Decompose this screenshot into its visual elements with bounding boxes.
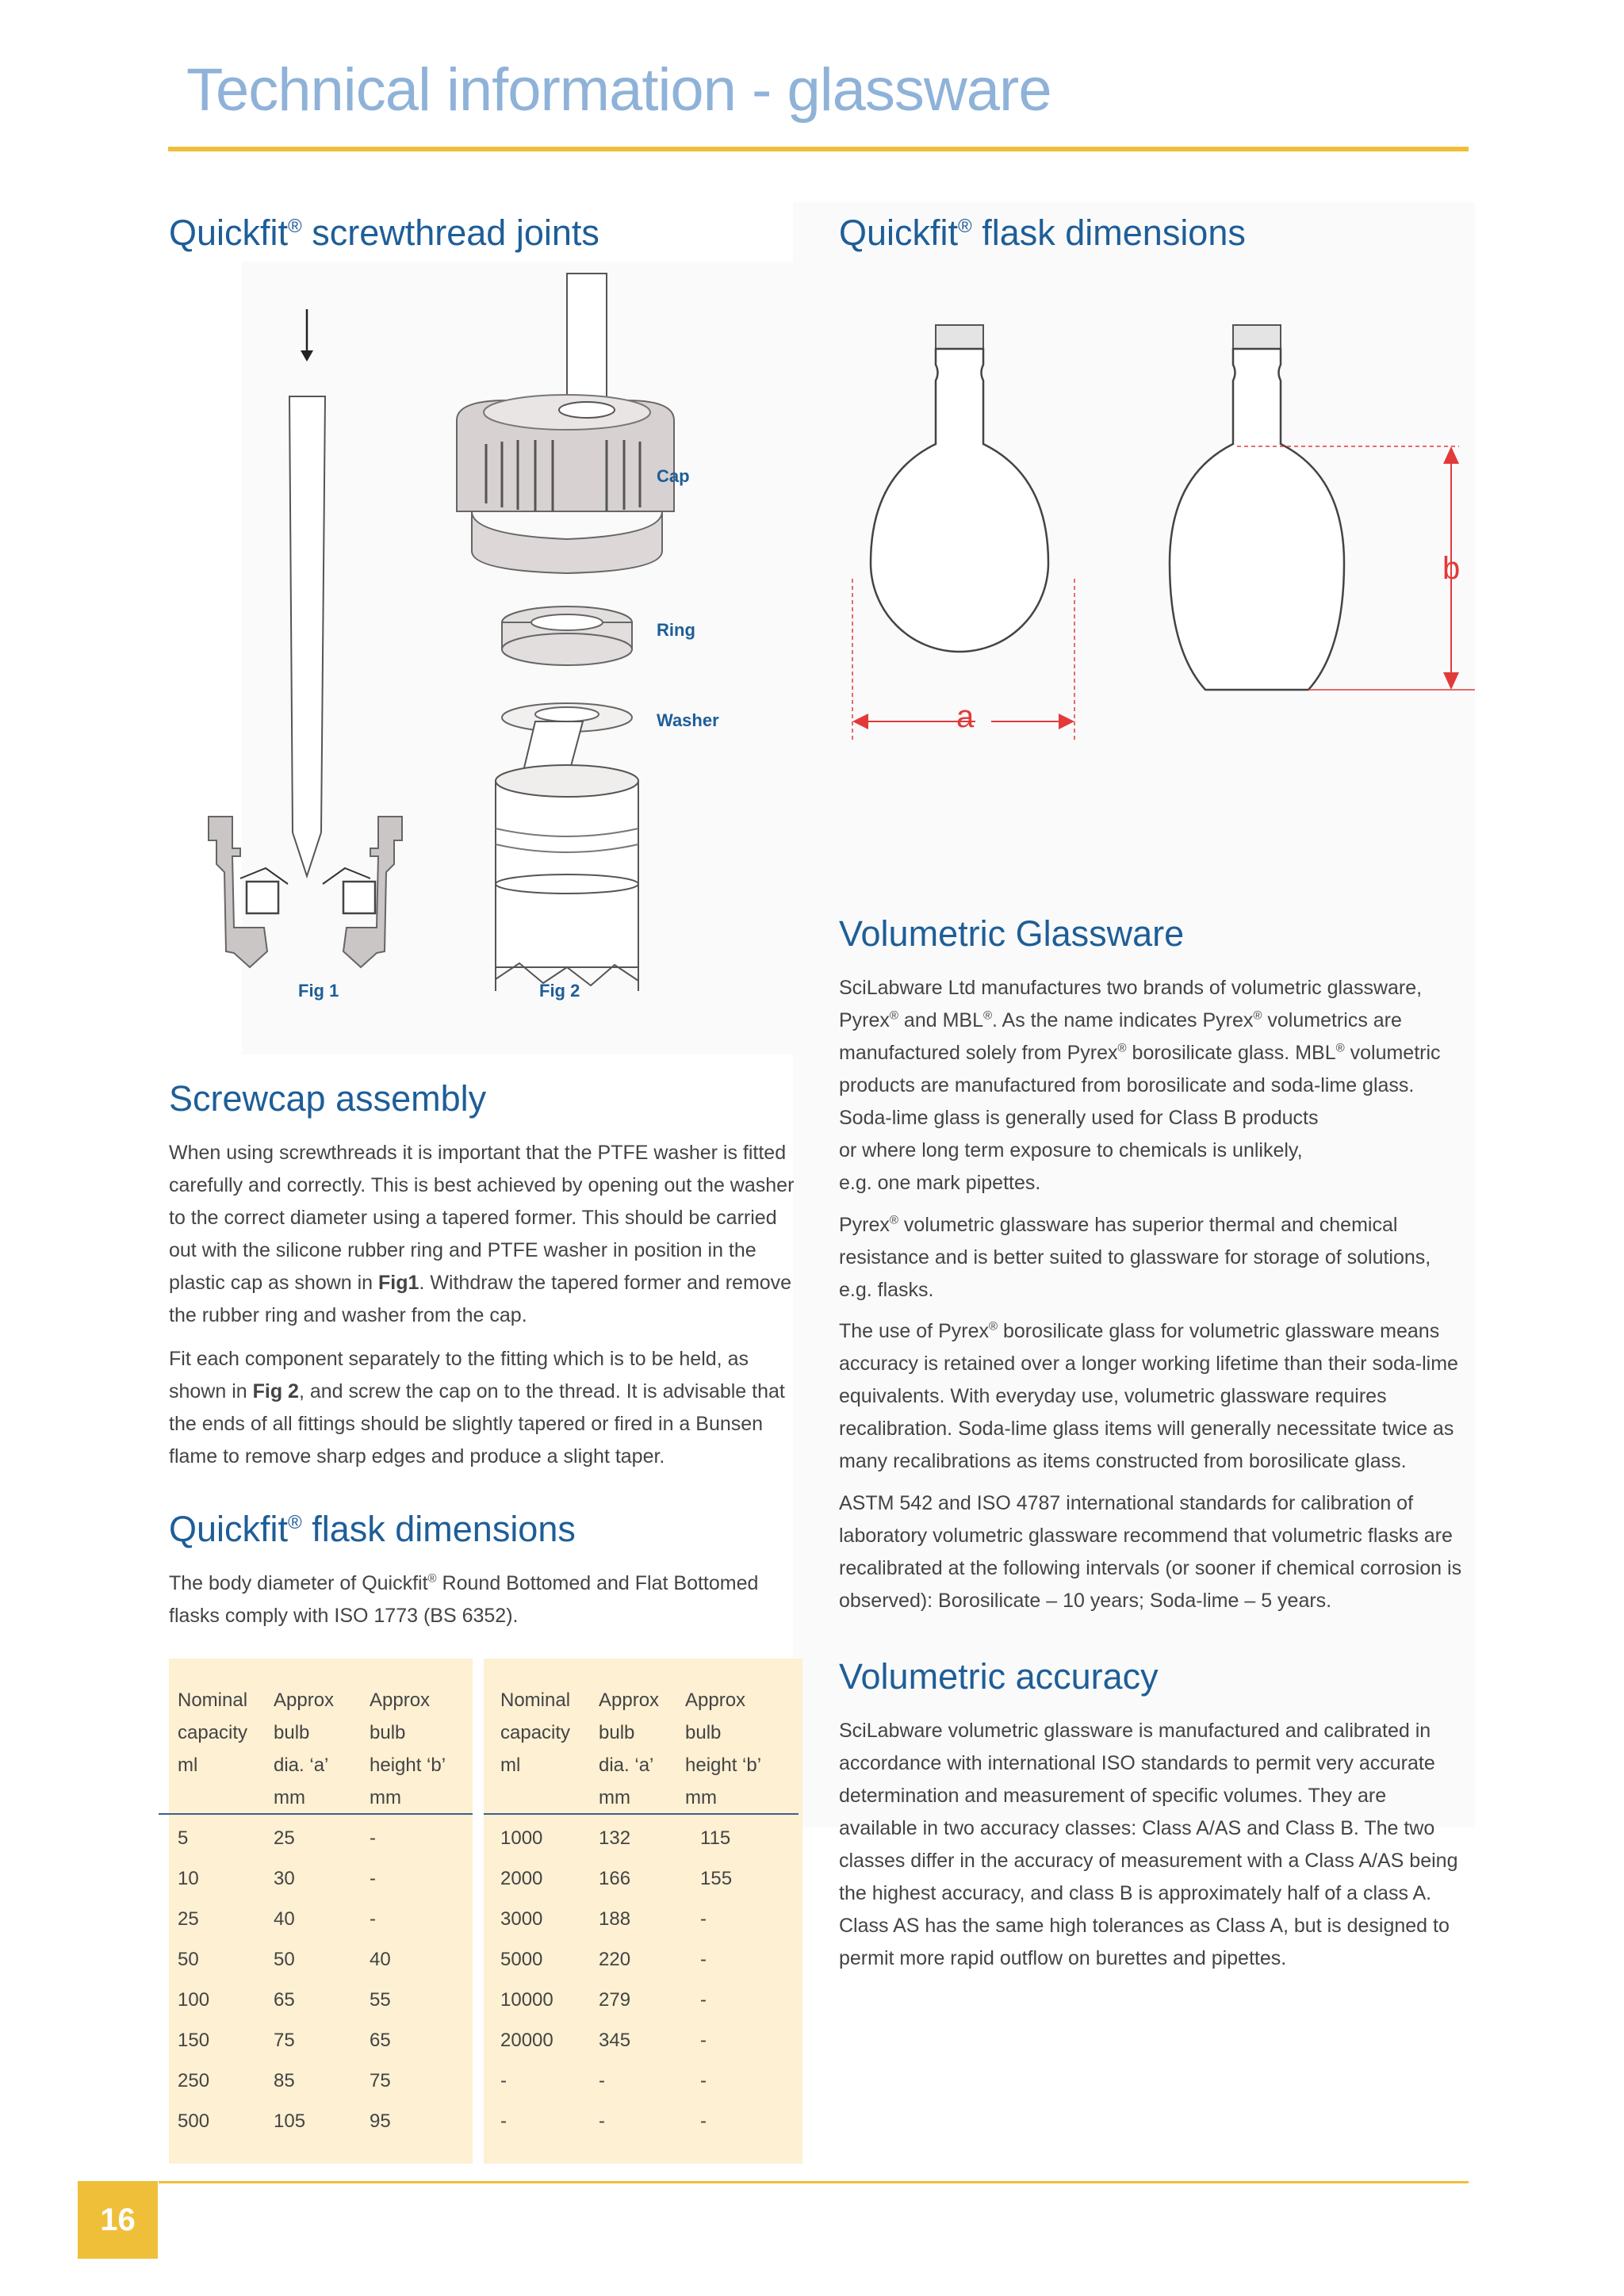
table-cell-right: -	[500, 2110, 507, 2132]
cap-label: Cap	[657, 466, 690, 486]
th-left-height: Approx bulb height ‘b’ mm	[370, 1689, 446, 1808]
th-right-capacity: Nominal capacity ml	[500, 1689, 571, 1776]
page-title: Technical information - glassware	[186, 56, 1051, 124]
table-cell-left: -	[370, 1908, 376, 1930]
table-cell-left: 30	[274, 1868, 295, 1889]
accuracy-para: SciLabware volumetric glassware is manufactured and calibrated in accordance with international ISO standards to permit very accurate determination and measurement of specific volumes. They are available in two accuracy classes: Class A/AS and Class B. The two classes differ in the accuracy of measurement with a Class A/AS being the highest accuracy, and class B is approximately half of a class A. Class AS has the same high tolerances as Class A, but is designed to permit more rapid outflow on burettes and pipettes.	[839, 1720, 1458, 1969]
table-cell-left: 105	[274, 2110, 306, 2132]
flask-diagram-heading: Quickfit® flask dimensions	[839, 212, 1246, 253]
flask-dims-para: The body diameter of Quickfit® Round Bottomed and Flat Bottomed flasks comply with ISO 1773 (BS 6352).	[169, 1571, 759, 1627]
screw-cap	[457, 395, 674, 573]
table-cell-right: -	[599, 2110, 605, 2132]
footer-rule	[159, 2181, 1469, 2183]
table-cell-right: 115	[700, 1827, 731, 1849]
dimension-a-label: a	[956, 699, 975, 734]
screwcap-para-2: Fit each component separately to the fitting which is to be held, as shown in Fig 2, and screw the cap on to the thread. It is advisable that the ends of all fittings should be slightly tapered or fired in a Bunsen flame to remove sharp edges and produce a slight taper.	[169, 1348, 785, 1468]
volumetric-para-2: Pyrex® volumetric glassware has superior thermal and chemical resistance and is better suited to glassware for storage of solutions, e.g. flasks.	[839, 1213, 1431, 1301]
table-cell-right: 188	[599, 1908, 631, 1930]
table-cell-left: 50	[274, 1949, 295, 1970]
volumetric-para-3: The use of Pyrex® borosilicate glass for volumetric glassware means accuracy is retained over a longer working lifetime than their soda-lime equivalents. With everyday use, volumetric glassware requires recalibration. Soda-lime glass items will generally necessitate twice as many recalibrations as items constructed from borosilicate glass.	[839, 1319, 1458, 1472]
table-cell-right: 5000	[500, 1949, 543, 1970]
ring-square-right	[343, 882, 375, 913]
table-cell-right: -	[599, 2070, 605, 2091]
table-cell-right: 2000	[500, 1868, 543, 1889]
table-cell-left: 65	[274, 1989, 295, 2011]
fig1-label: Fig 1	[298, 981, 339, 1001]
table-rule-left	[159, 1813, 473, 1815]
dimension-b-label: b	[1442, 551, 1461, 586]
ring-square-left	[247, 882, 278, 913]
table-cell-right: -	[700, 1949, 707, 1970]
fig1-diagram	[202, 301, 408, 975]
table-cell-right: -	[700, 2110, 707, 2132]
table-cell-right: -	[700, 1989, 707, 2011]
th-left-dia: Approx bulb dia. ‘a’ mm	[274, 1689, 335, 1808]
fig2-diagram	[448, 274, 670, 991]
table-cell-left: 75	[274, 2030, 295, 2051]
table-cell-right: 1000	[500, 1827, 543, 1849]
screwcap-para-1: When using screwthreads it is important that the PTFE washer is fitted carefully and correctly. This is best achieved by opening out the washer to the correct diameter using a tapered former. This should be carried out with the silicone rubber ring and PTFE washer in position in the plastic cap as shown in Fig1. Withdraw the tapered former and remove the rubber ring and washer from the cap.	[169, 1142, 795, 1326]
screwthread-heading: Quickfit® screwthread joints	[169, 212, 599, 253]
table-cell-right: -	[700, 2070, 707, 2091]
table-cell-left: -	[370, 1868, 376, 1889]
table-cell-right: 20000	[500, 2030, 553, 2051]
table-cell-left: 85	[274, 2070, 295, 2091]
table-cell-left: 5	[178, 1827, 189, 1849]
arrow-down-icon	[301, 309, 313, 362]
flat-bottom-flask	[1170, 325, 1475, 690]
table-cell-right: 220	[599, 1949, 631, 1970]
ring-part	[502, 607, 632, 665]
table-cell-right: 345	[599, 2030, 631, 2051]
round-bottom-flask	[871, 325, 1048, 652]
th-right-dia: Approx bulb dia. ‘a’ mm	[599, 1689, 660, 1808]
table-cell-left: 65	[370, 2030, 391, 2051]
title-rule	[168, 147, 1469, 151]
table-cell-left: 150	[178, 2030, 210, 2051]
table-cell-right: 132	[599, 1827, 631, 1849]
flask-dims-heading: Quickfit® flask dimensions	[169, 1509, 576, 1549]
table-cell-left: 100	[178, 1989, 210, 2011]
table-cell-left: 10	[178, 1868, 199, 1889]
table-cell-left: 40	[274, 1908, 295, 1930]
table-cell-right: 3000	[500, 1908, 543, 1930]
table-rule-right	[484, 1813, 799, 1815]
table-cell-right: 279	[599, 1989, 631, 2011]
page-number: 16	[78, 2181, 158, 2259]
table-cell-left: 95	[370, 2110, 391, 2132]
fig2-label: Fig 2	[539, 981, 580, 1001]
washer-label: Washer	[657, 710, 719, 730]
table-cell-right: 10000	[500, 1989, 553, 2011]
screwcap-heading: Screwcap assembly	[169, 1078, 487, 1119]
table-cell-right: -	[700, 2030, 707, 2051]
tapered-former	[289, 396, 325, 876]
volumetric-para-1: SciLabware Ltd manufactures two brands of volumetric glassware, Pyrex® and MBL®. As the name indicates Pyrex® volumetrics are manufactured solely from Pyrex® borosilicate glass. MBL® volumetric products are manufactured from borosilicate and soda-lime glass. Soda-lime glass is generally used for Class B products or where long term exposure to chemicals is unlikely, e.g. one mark pipettes.	[839, 977, 1441, 1194]
table-cell-left: 250	[178, 2070, 210, 2091]
table-cell-left: 25	[178, 1908, 199, 1930]
table-cell-right: 166	[599, 1868, 631, 1889]
table-cell-right: -	[500, 2070, 507, 2091]
table-cell-left: 25	[274, 1827, 295, 1849]
accuracy-heading: Volumetric accuracy	[839, 1656, 1159, 1697]
table-cell-left: 40	[370, 1949, 391, 1970]
table-cell-left: 500	[178, 2110, 210, 2132]
th-left-capacity: Nominal capacity ml	[178, 1689, 248, 1776]
table-cell-left: 55	[370, 1989, 391, 2011]
table-cell-left: 50	[178, 1949, 199, 1970]
threaded-fitting	[496, 765, 638, 991]
th-right-height: Approx bulb height ‘b’ mm	[685, 1689, 762, 1808]
table-cell-right: -	[700, 1908, 707, 1930]
volumetric-heading: Volumetric Glassware	[839, 913, 1185, 954]
volumetric-para-4: ASTM 542 and ISO 4787 international standards for calibration of laboratory volumetric glassware recommend that volumetric flasks are recalibrated at the following intervals (or sooner if chemical corrosion is observed): Borosilicate – 10 years; Soda-lime – 5 years.	[839, 1492, 1462, 1612]
table-cell-left: -	[370, 1827, 376, 1849]
ring-label: Ring	[657, 620, 695, 640]
table-cell-left: 75	[370, 2070, 391, 2091]
table-cell-right: 155	[700, 1868, 733, 1889]
flask-diagram	[833, 317, 1483, 761]
